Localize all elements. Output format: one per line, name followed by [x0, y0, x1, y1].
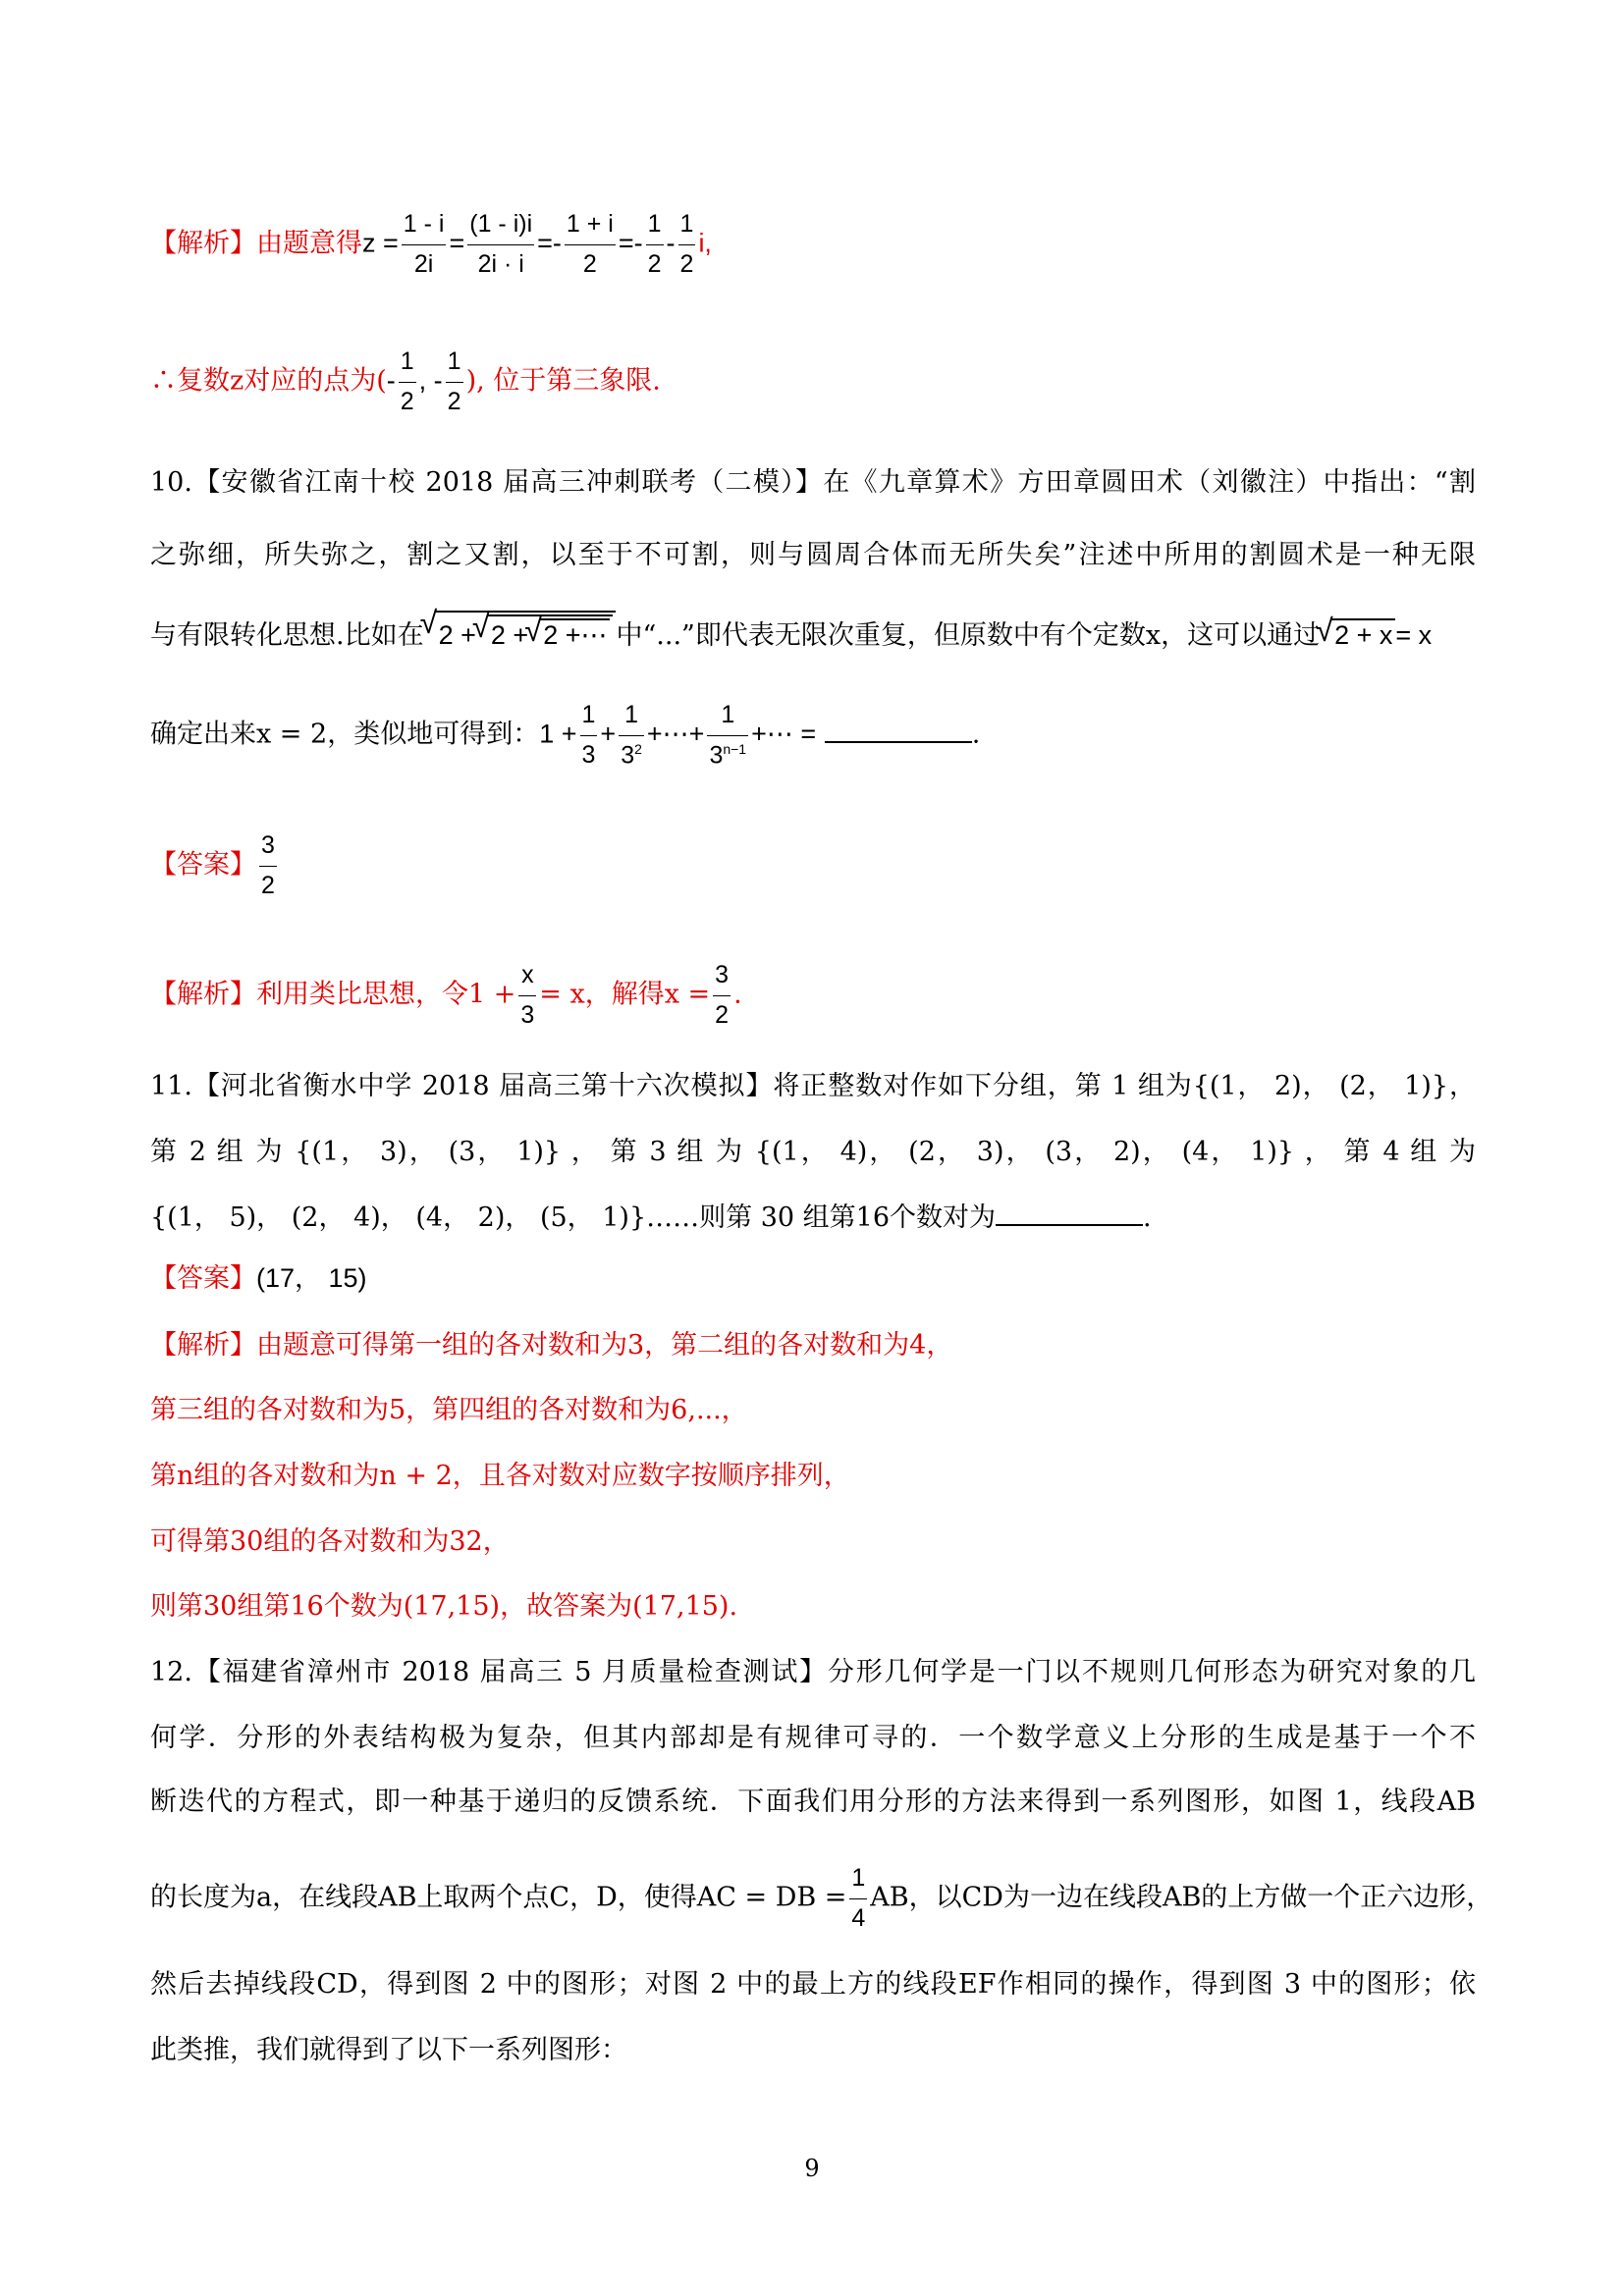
analysis-tag: 【解析】: [150, 1330, 256, 1361]
fraction: $\frac{1}{2}$: [647, 210, 662, 278]
fraction: $\frac{1}{2}$: [679, 210, 694, 278]
question-12-line-2: 何学．分形的外表结构极为复杂，但其内部却是有规律可寻的．一个数学意义上分形的生成是基于一个不: [150, 1723, 1476, 1753]
question-10-line-3: 与有限转化思想.比如在√ 2 +√ 2 +√ 2 +⋯ 中“...”即代表无限次重复，但原数中有个定数x，这可以通过√ 2 + x = x: [150, 611, 1432, 649]
question-11-line-3: {(1， 5)， (2， 4)， (4， 2)， (5， 1)}……则第 30 组第16个数对为 .: [150, 1202, 1152, 1233]
solution-11-line-3: 第n组的各对数和为n + 2，且各对数对应数字按顺序排列，: [150, 1461, 850, 1491]
answer-blank: [825, 720, 972, 743]
fraction: $\frac{x}{3}$: [520, 961, 535, 1029]
answer-tag: 【答案】: [150, 849, 256, 881]
solution-9-line-2: ∴复数z对应的点为(- $\frac{1}{2}$ , - $\frac{1}{2}$ ), 位于第三象限.: [150, 347, 661, 415]
page-number: 9: [804, 2155, 820, 2182]
fraction: $\frac{1}{2}$: [400, 347, 414, 415]
question-12-line-4: 的长度为a，在线段AB上取两个点C，D，使得AC = DB = $\frac{1}{4}$ AB，以CD为一边在线段AB的上方做一个正六边形，: [150, 1864, 1493, 1932]
fraction: $\frac{1}{2}$: [447, 347, 461, 415]
question-10-line-4: 确定出来x = 2，类似地可得到：1 + $\frac{1}{3}$ + $\frac{1}{3^2}$ +⋯+ $\frac{1}{3^{n-1}}$ +⋯ = .: [150, 701, 981, 769]
question-12-line-3: 断迭代的方程式，即一种基于递归的反馈系统．下面我们用分形的方法来得到一系列图形，如图 1，线段AB: [150, 1787, 1476, 1817]
question-10-line-1: 10.【安徽省江南十校 2018 届高三冲刺联考（二模）】在《九章算术》方田章圆田术（刘徽注）中指出：“割: [150, 467, 1476, 498]
answer-blank: [996, 1202, 1143, 1226]
solution-9-line-1: 【解析】由题意得z = $\frac{1 - i}{2i}$ = $\frac{(1 - i)i}{2i \cdot i}$ =- $\frac{1 + i}{2}$ =- $\frac{1}{2}$ - $\frac{1}{2}$ i,: [150, 210, 712, 278]
fraction: $\frac{1}{3^{n-1}}$: [709, 701, 747, 769]
question-10-line-2: 之弥细，所失弥之，割之又割，以至于不可割，则与圆周合体而无所失矣”注述中所用的割圆术是一种无限: [150, 540, 1476, 570]
radical: √ 2 + x: [1331, 618, 1395, 649]
fraction: $\frac{1}{4}$: [851, 1864, 866, 1932]
solution-11-line-4: 可得第30组的各对数和为32，: [150, 1526, 510, 1557]
solution-11-line-1: 【解析】由题意可得第一组的各对数和为3，第二组的各对数和为4，: [150, 1330, 953, 1361]
question-12-line-5: 然后去掉线段CD，得到图 2 中的图形；对图 2 中的最上方的线段EF作相同的操作，得到图 3 中的图形；依: [150, 1969, 1476, 2000]
solution-11-line-5: 则第30组第16个数为(17,15)，故答案为(17,15).: [150, 1591, 738, 1622]
fraction: $\frac{1 - i}{2i}$: [403, 210, 445, 278]
answer-10: [150, 832, 280, 899]
solution-11-line-2: 第三组的各对数和为5，第四组的各对数和为6,...，: [150, 1395, 748, 1425]
question-12-line-1: 12.【福建省漳州市 2018 届高三 5 月质量检查测试】分形几何学是一门以不规则几何形态为研究对象的几: [150, 1657, 1476, 1687]
fraction: $\frac{(1 - i)i}{2i \cdot i}$: [469, 210, 533, 278]
fraction: $\frac{1}{3}$: [581, 701, 596, 769]
question-12-line-6: 此类推，我们就得到了以下一系列图形：: [150, 2035, 627, 2065]
solution-10: 【解析】利用类比思想，令1 + $\frac{x}{3}$ = x，解得x = $\frac{3}{2}$ .: [150, 961, 742, 1029]
question-11-line-2: 第 2 组 为 {(1， 3)， (3， 1)} ， 第 3 组 为 {(1， 4)， (2， 3)， (3， 2)， (4， 1)} ， 第 4 组 为: [150, 1137, 1476, 1167]
fraction: $\frac{1}{3^2}$: [621, 701, 642, 769]
nested-radical: √ 2 +√ 2 +√ 2 +⋯: [436, 611, 617, 649]
fraction: $\frac{1 + i}{2}$: [566, 210, 614, 278]
analysis-tag: 【解析】: [150, 228, 256, 259]
answer-tag: 【答案】: [150, 1263, 256, 1294]
analysis-tag: 【解析】: [150, 979, 256, 1010]
fraction: $\frac{3}{2}$: [715, 961, 730, 1029]
question-11-line-1: 11.【河北省衡水中学 2018 届高三第十六次模拟】将正整数对作如下分组，第 1 组为{(1， 2)， (2， 1)}，: [150, 1071, 1476, 1101]
answer-11: 【答案】(17， 15): [150, 1263, 367, 1294]
fraction: $\frac{3}{2}$: [261, 831, 275, 899]
